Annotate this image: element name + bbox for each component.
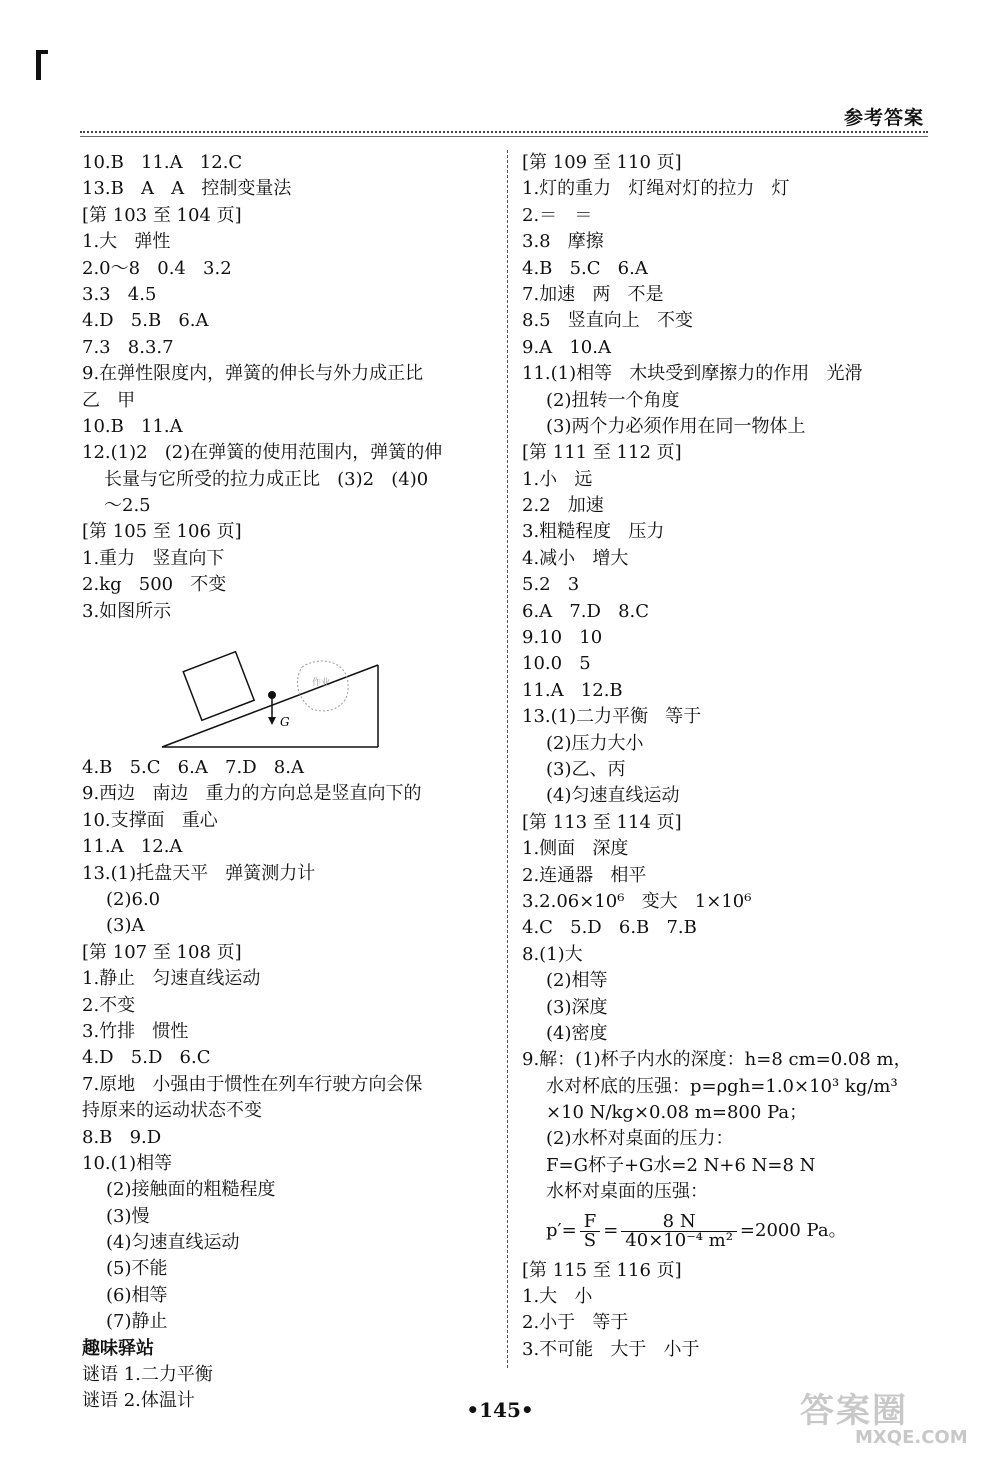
section-heading: [第 111 至 112 页] [522, 442, 682, 464]
answer-line: 乙 甲 [82, 389, 136, 411]
page-header-title: 参考答案 [843, 107, 924, 129]
section-heading: [第 109 至 110 页] [522, 152, 682, 173]
answer-line: 11.(1)相等 木块受到摩擦力的作用 光滑 [522, 363, 863, 385]
page-number: •145• [466, 1398, 534, 1422]
answer-line: (7)静止 [106, 1311, 168, 1333]
answer-line: 11.A 12.B [522, 679, 623, 701]
answer-line: (2)扭转一个角度 [546, 389, 680, 411]
section-heading: [第 103 至 104 页] [82, 204, 242, 226]
column-divider [507, 150, 508, 1368]
answer-line: 13.B A A 控制变量法 [82, 178, 292, 200]
answer-line: (3)慢 [106, 1205, 150, 1227]
section-heading: [第 115 至 116 页] [522, 1259, 682, 1281]
right-column [522, 150, 942, 1363]
answer-line: 持原来的运动状态不变 [82, 1100, 262, 1122]
answer-line: 9.A 10.A [522, 336, 611, 358]
watermark-url: MXQE.COM [855, 1427, 968, 1448]
header-dotted-rule [80, 131, 928, 133]
fraction-numerator: F [580, 1213, 601, 1232]
answer-line: 2.＝ ＝ [522, 204, 593, 226]
formula-equals: = [603, 1220, 619, 1242]
incline-diagram [152, 627, 392, 753]
answer-line: 5.2 3 [522, 574, 580, 596]
riddle-line: 谜语 2.体温计 [82, 1390, 195, 1412]
answer-line: 8.(1)大 [522, 943, 583, 965]
stamp-text: 作业 [312, 678, 331, 689]
answer-line: 4.D 5.B 6.A [82, 310, 209, 332]
answer-line: 4.减小 增大 [522, 547, 629, 569]
answer-line: 1.大 小 [522, 1286, 593, 1308]
answer-line: 10.B 11.A [82, 415, 183, 437]
answer-line: 3.2.06×10⁶ 变大 1×10⁶ [522, 890, 752, 912]
solution-line: 水对杯底的压强：p=ρgh=1.0×10³ kg/m³ [546, 1075, 898, 1097]
header-rule [80, 136, 928, 137]
answer-line: 2.kg 500 不变 [82, 574, 227, 596]
answer-line: 4.B 5.C 6.A 7.D 8.A [82, 757, 304, 779]
answer-line: (4)匀速直线运动 [546, 785, 680, 807]
solution-line: 9.解：(1)杯子内水的深度：h=8 cm=0.08 m， [522, 1049, 912, 1071]
answer-line: 1.重力 竖直向下 [82, 547, 225, 569]
answer-line: 6.A 7.D 8.C [522, 600, 650, 622]
answer-line: 7.加速 两 不是 [522, 283, 664, 305]
answer-line: 12.(1)2 (2)在弹簧的使用范围内，弹簧的伸 [82, 442, 443, 464]
answer-line: (2)6.0 [106, 888, 161, 910]
answer-line: 2.小于 等于 [522, 1312, 629, 1334]
answer-line: (2)相等 [546, 970, 608, 992]
fraction-denominator: S [583, 1230, 597, 1252]
answer-line: 4.D 5.D 6.C [82, 1047, 211, 1069]
answer-line: (2)接触面的粗糙程度 [106, 1179, 276, 1201]
formula-lhs: p′= [546, 1220, 577, 1242]
pressure-formula [522, 1206, 942, 1258]
answer-line: 4.B 5.C 6.A [522, 257, 648, 279]
answer-line: 7.原地 小强由于惯性在列车行驶方向会保 [82, 1073, 423, 1095]
answer-line: ～2.5 [104, 495, 151, 517]
answer-line: 9.在弹性限度内，弹簧的伸长与外力成正比 [82, 363, 424, 385]
answer-line: 7.3 8.3.7 [82, 336, 174, 358]
riddle-line: 谜语 1.二力平衡 [82, 1364, 213, 1386]
answer-line: 10.(1)相等 [82, 1152, 173, 1174]
answer-line: 9.10 10 [522, 627, 603, 649]
fraction-f-over-s [580, 1213, 601, 1250]
answer-line: (4)密度 [546, 1022, 608, 1044]
answer-line: 10.支撑面 重心 [82, 809, 218, 831]
answer-line: 8.B 9.D [82, 1126, 162, 1148]
watermark-logo [800, 1383, 970, 1453]
answer-line: 13.(1)二力平衡 等于 [522, 706, 702, 728]
solution-line: 水杯对桌面的压强： [546, 1181, 708, 1203]
answer-line: 8.5 竖直向上 不变 [522, 310, 693, 332]
answer-line: (3)乙、丙 [546, 758, 626, 780]
answer-line: (2)压力大小 [546, 732, 644, 754]
answer-line: 10.B 11.A 12.C [82, 152, 243, 173]
answer-line: 2.2 加速 [522, 495, 604, 517]
answer-line: 2.连通器 相平 [522, 864, 647, 886]
solution-line: F=G杯子+G水=2 N+6 N=8 N [546, 1154, 816, 1176]
answer-line: 3.不可能 大于 小于 [522, 1338, 700, 1360]
fraction-denominator: 40×10⁻⁴ m² [625, 1230, 733, 1252]
answer-line: 1.侧面 深度 [522, 838, 629, 860]
fraction-numerator: 8 N [621, 1213, 737, 1232]
answer-line: 3.粗糙程度 压力 [522, 521, 665, 543]
answer-line: 3.竹排 惯性 [82, 1020, 189, 1042]
answer-line: 9.西边 南边 重力的方向总是竖直向下的 [82, 783, 422, 805]
section-heading: [第 113 至 114 页] [522, 811, 682, 833]
force-label: G [280, 715, 290, 730]
answer-line: 2.不变 [82, 994, 136, 1016]
solution-line: (2)水杯对桌面的压力： [546, 1128, 734, 1150]
answer-line: (3)深度 [546, 996, 608, 1018]
formula-result: =2000 Pa。 [739, 1220, 847, 1242]
left-column [82, 150, 487, 1415]
corner-crop-mark [36, 50, 41, 80]
incline-figure [82, 625, 487, 755]
answer-line: 4.C 5.D 6.B 7.B [522, 917, 697, 939]
answer-line: 10.0 5 [522, 653, 591, 675]
answer-line: (4)匀速直线运动 [106, 1232, 240, 1254]
answer-line: 长量与它所受的拉力成正比 (3)2 (4)0 [104, 468, 429, 490]
answer-line: 3.8 摩擦 [522, 231, 604, 253]
section-heading: [第 105 至 106 页] [82, 521, 242, 543]
answer-line: 2.0～8 0.4 3.2 [82, 257, 232, 279]
answer-line: (5)不能 [106, 1258, 168, 1280]
answer-line: 1.灯的重力 灯绳对灯的拉力 灯 [522, 178, 790, 200]
answer-line: 1.大 弹性 [82, 231, 171, 253]
answer-line: 1.小 远 [522, 468, 593, 490]
answer-line: 11.A 12.A [82, 836, 183, 858]
answer-line: (3)两个力必须作用在同一物体上 [546, 415, 806, 437]
fraction-values [621, 1213, 737, 1250]
section-heading-fun-corner: 趣味驿站 [82, 1337, 154, 1359]
solution-line: ×10 N/kg×0.08 m=800 Pa； [546, 1102, 808, 1124]
watermark-logo-text: 答案圈 [800, 1391, 908, 1431]
section-heading: [第 107 至 108 页] [82, 941, 242, 963]
answer-line: (6)相等 [106, 1284, 168, 1306]
answer-line: (3)A [106, 915, 145, 937]
answer-line: 1.静止 匀速直线运动 [82, 968, 261, 990]
answer-line: 13.(1)托盘天平 弹簧测力计 [82, 862, 316, 884]
answer-line: 3.3 4.5 [82, 283, 157, 305]
answer-line: 3.如图所示 [82, 600, 172, 622]
